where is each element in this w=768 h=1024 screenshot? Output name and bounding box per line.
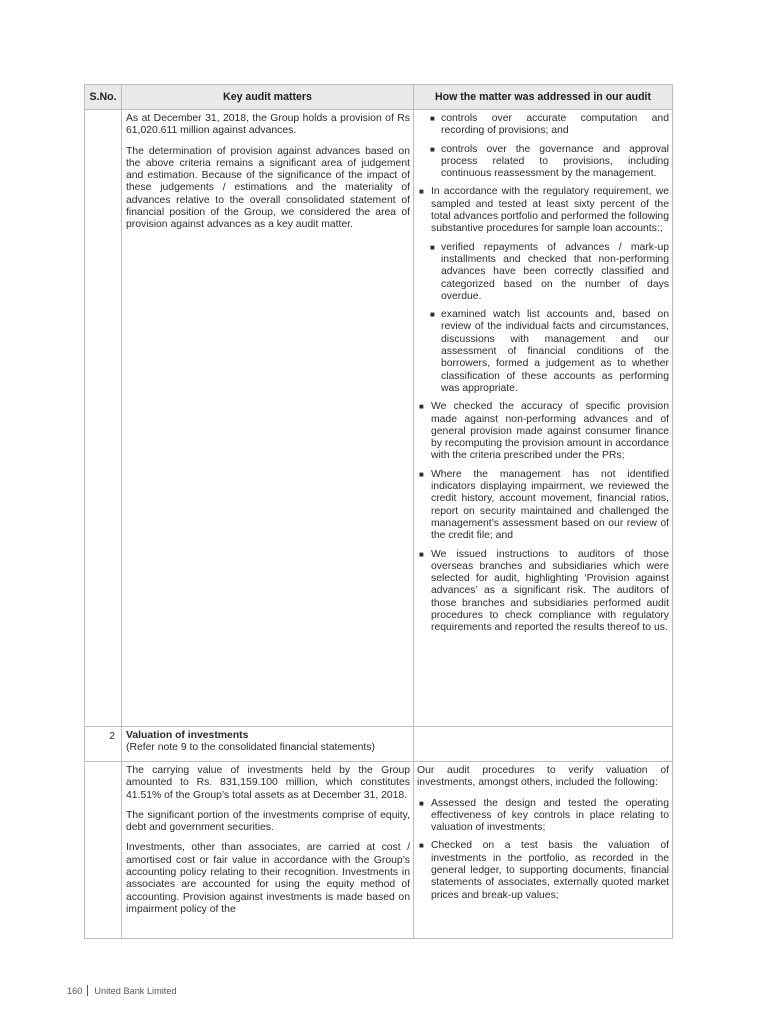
- bullet-icon: ■: [430, 114, 435, 123]
- table-row: [85, 762, 673, 939]
- footer-divider: [87, 985, 88, 996]
- footer-company: United Bank Limited: [94, 986, 177, 996]
- bullet-icon: ■: [419, 469, 424, 479]
- bullet-icon: ■: [419, 549, 424, 559]
- kam-paragraph: The carrying value of investments held by the Group amounted to Rs. 831,159.100 million, which constitutes 41.51% of the Group’s total assets as at December 31, 2018.: [126, 765, 410, 801]
- section-title: Valuation of investments: [126, 730, 249, 741]
- bullet-icon: ■: [430, 242, 435, 252]
- kam-paragraph: As at December 31, 2018, the Group holds a provision of Rs 61,020.611 million against advances.: [126, 113, 410, 137]
- how-cell: [414, 762, 673, 939]
- sno-cell: [85, 110, 122, 727]
- list-item: ■ Where the management has not identified indicators displaying impairment, we reviewed the credit history, account movement, financial ratios, report on security maintained and challenged the management’s assessment based on our review of the credit file; and: [419, 468, 669, 542]
- how-intro: Our audit procedures to verify valuation of investments, amongst others, included the following:: [417, 765, 669, 789]
- page-number: 160: [67, 986, 83, 996]
- bullet-icon: ■: [419, 187, 424, 197]
- how-cell: [414, 727, 673, 762]
- how-cell: [414, 110, 673, 727]
- header-key-audit-matters: Key audit matters: [122, 85, 414, 110]
- bullet-icon: ■: [419, 402, 424, 412]
- header-how-addressed: How the matter was addressed in our audit: [414, 85, 673, 110]
- kam-paragraph: Investments, other than associates, are carried at cost / amortised cost or fair value in accordance with the Group’s accounting policy relating to their recognition. Investments in associates are accounted for using the equity method of accounting. Provision against investments is made based on impairment policy of the: [126, 842, 410, 915]
- sno-cell: [85, 762, 122, 939]
- list-item: ■ controls over accurate computation and recording of provisions; and: [430, 113, 669, 137]
- kam-cell: [122, 727, 414, 762]
- bullet-icon: ■: [419, 841, 424, 851]
- list-item: ■ Checked on a test basis the valuation of investments in the portfolio, as recorded in the general ledger, to supporting documents, financial statements of associates, externally quoted market prices and break-up values;: [419, 840, 669, 901]
- page-footer: [67, 985, 177, 997]
- kam-cell: [122, 110, 414, 727]
- list-item: ■ examined watch list accounts and, based on review of the individual facts and circumstances, discussions with management and our assessment of financial conditions of the borrowers, formed a judgement as to whether classification of these accounts as performing was appropriate.: [430, 309, 669, 394]
- key-audit-matters-table: [84, 84, 673, 939]
- table-row: [85, 727, 673, 762]
- section-subtitle: (Refer note 9 to the consolidated financial statements): [126, 742, 375, 754]
- list-item: ■ Assessed the design and tested the operating effectiveness of key controls in place relating to valuation of investments;: [419, 797, 669, 834]
- bullet-icon: ■: [430, 310, 435, 320]
- header-sno: S.No.: [85, 85, 122, 110]
- list-item: ■ We checked the accuracy of specific provision made against non-performing advances and of general provision made against consumer finance by recomputing the provision amount in accordance with the criteria prescribed under the PRs;: [419, 401, 669, 462]
- list-item: ■ We issued instructions to auditors of those overseas branches and subsidiaries which were selected for audit, highlighting ‘Provision against advances’ as a significant risk. The auditors of those branches and subsidiaries performed audit procedures to check compliance with regulatory requirements and reported the results thereof to us.: [419, 548, 669, 634]
- bullet-icon: ■: [430, 144, 435, 154]
- kam-paragraph: The determination of provision against advances based on the above criteria remains a significant area of judgement and estimation. Because of the significance of the impact of these judgements / estimations and the materiality of advances relative to the overall consolidated statement of financial position of the Group, we considered the area of provision against advances as a key audit matter.: [126, 145, 410, 231]
- sno-cell: 2: [85, 727, 122, 762]
- list-item: ■ controls over the governance and approval process related to provisions, including continuous reassessment by the management.: [430, 143, 669, 180]
- kam-cell: [122, 762, 414, 939]
- bullet-icon: ■: [419, 798, 424, 808]
- table-header-row: [85, 85, 673, 110]
- kam-paragraph: The significant portion of the investments comprise of equity, debt and government securities.: [126, 809, 410, 834]
- list-item: ■ verified repayments of advances / mark-up installments and checked that non-performing advances have been correctly classified and categorized based on the number of days overdue.: [430, 241, 669, 302]
- list-item: ■ In accordance with the regulatory requirement, we sampled and tested at least sixty percent of the total advances portfolio and performed the following substantive procedures for sample loan accounts:;: [419, 186, 669, 235]
- table-row: [85, 110, 673, 727]
